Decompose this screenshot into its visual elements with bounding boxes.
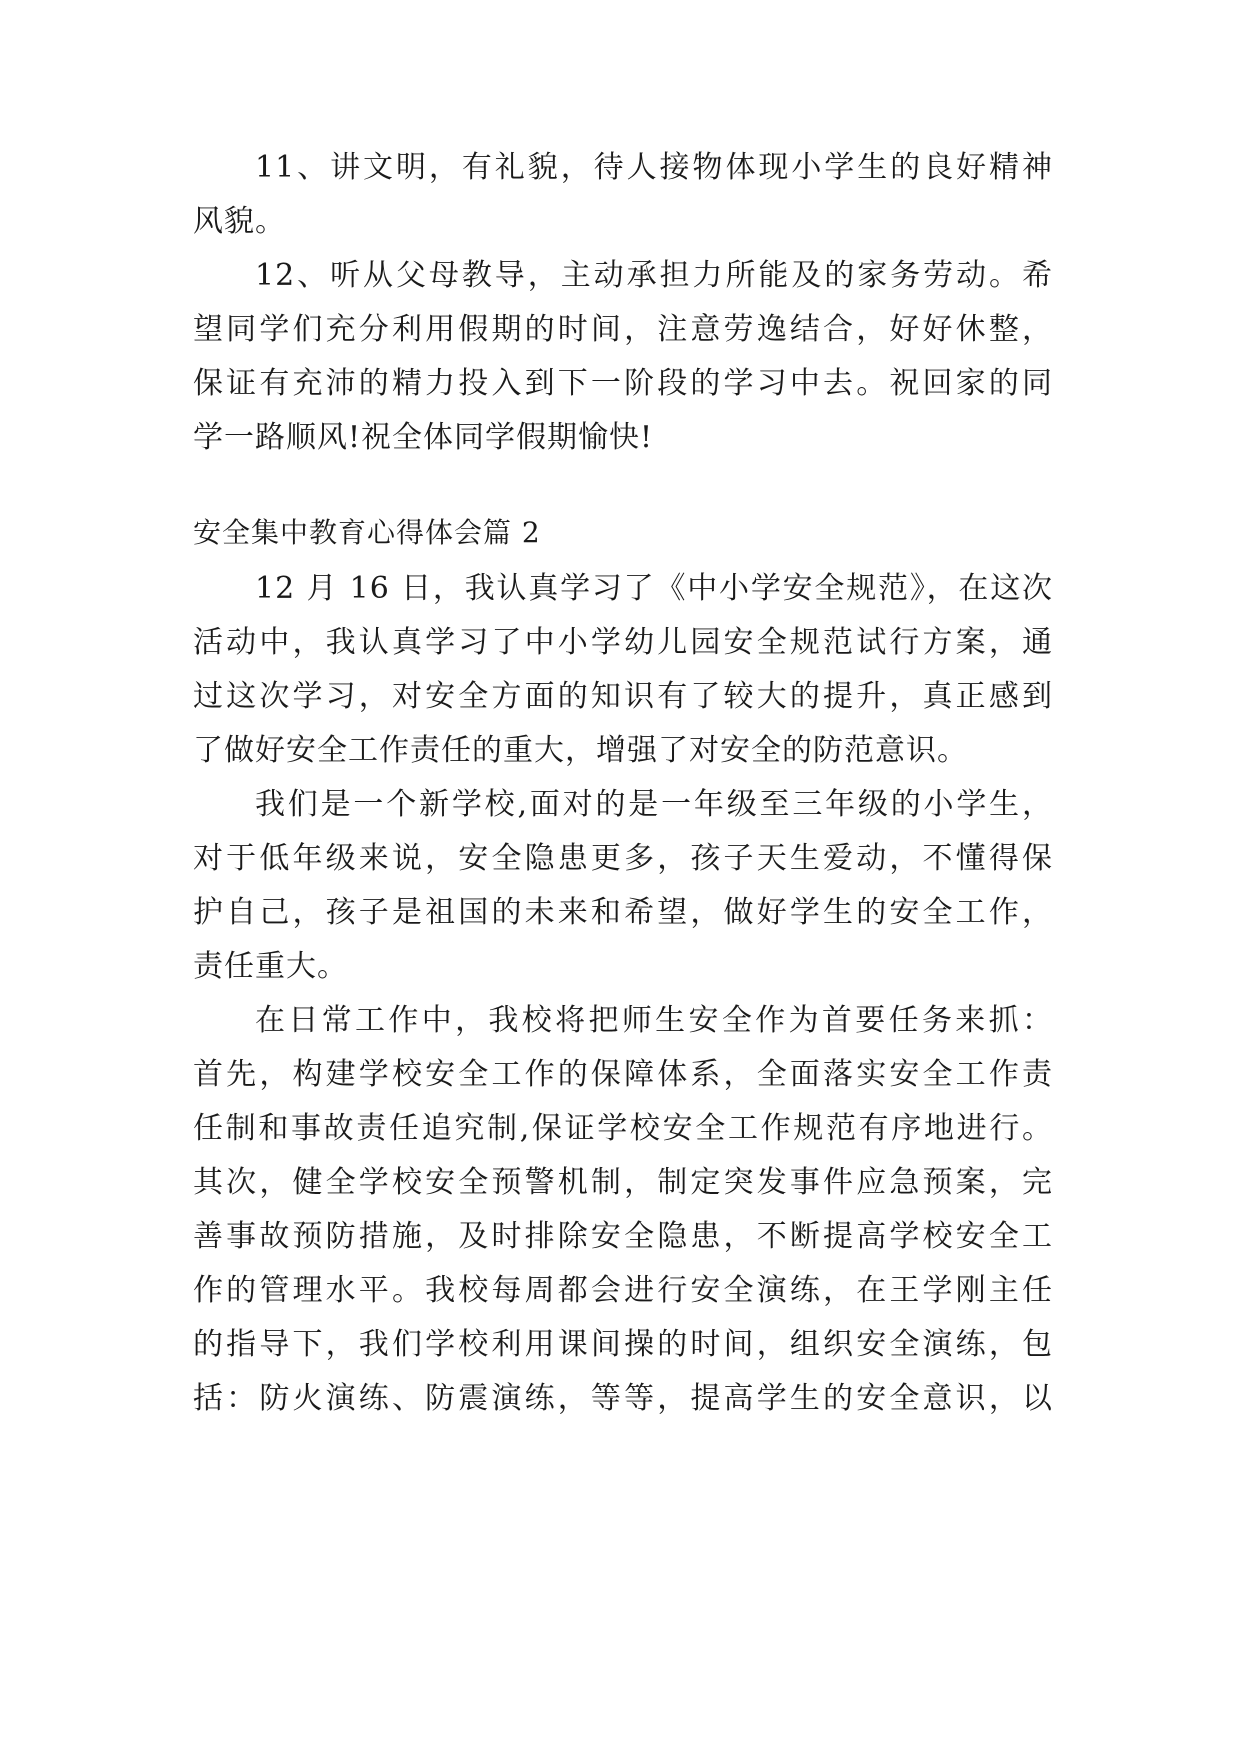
para-2-line-4: 责任重大。 <box>193 949 348 984</box>
para-3-line-6: 作的管理水平。我校每周都会进行安全演练，在王学刚主任 <box>193 1273 1053 1308</box>
item-12-line-1: 12、听从父母教导，主动承担力所能及的家务劳动。希 <box>255 258 1053 293</box>
para-1-line-1: 12 月 16 日，我认真学习了《中小学安全规范》，在这次 <box>255 571 1053 606</box>
item-12-line-2: 望同学们充分利用假期的时间，注意劳逸结合，好好休整， <box>193 312 1053 347</box>
section-heading: 安全集中教育心得体会篇 2 <box>193 516 541 549</box>
para-3-line-3: 任制和事故责任追究制,保证学校安全工作规范有序地进行。 <box>193 1111 1053 1146</box>
para-3-line-4: 其次，健全学校安全预警机制，制定突发事件应急预案，完 <box>193 1165 1053 1200</box>
item-12-line-4: 学一路顺风!祝全体同学假期愉快! <box>193 420 654 455</box>
para-3-line-7: 的指导下，我们学校利用课间操的时间，组织安全演练，包 <box>193 1327 1053 1362</box>
item-11-line-1: 11、讲文明，有礼貌，待人接物体现小学生的良好精神 <box>255 150 1053 185</box>
para-3-line-5: 善事故预防措施，及时排除安全隐患，不断提高学校安全工 <box>193 1219 1053 1254</box>
para-2-line-3: 护自己，孩子是祖国的未来和希望，做好学生的安全工作， <box>193 895 1053 930</box>
para-3-line-1: 在日常工作中，我校将把师生安全作为首要任务来抓： <box>255 1003 1053 1038</box>
item-11-line-2: 风貌。 <box>193 204 286 239</box>
item-12-line-3: 保证有充沛的精力投入到下一阶段的学习中去。祝回家的同 <box>193 366 1053 401</box>
para-1-line-3: 过这次学习，对安全方面的知识有了较大的提升，真正感到 <box>193 679 1053 714</box>
para-1-line-4: 了做好安全工作责任的重大，增强了对安全的防范意识。 <box>193 733 968 768</box>
para-3-line-2: 首先，构建学校安全工作的保障体系，全面落实安全工作责 <box>193 1057 1053 1092</box>
para-3-line-8: 括：防火演练、防震演练，等等，提高学生的安全意识，以 <box>193 1381 1053 1416</box>
para-2-line-2: 对于低年级来说，安全隐患更多，孩子天生爱动，不懂得保 <box>193 841 1053 876</box>
para-2-line-1: 我们是一个新学校,面对的是一年级至三年级的小学生， <box>255 787 1053 822</box>
para-1-line-2: 活动中，我认真学习了中小学幼儿园安全规范试行方案，通 <box>193 625 1053 660</box>
